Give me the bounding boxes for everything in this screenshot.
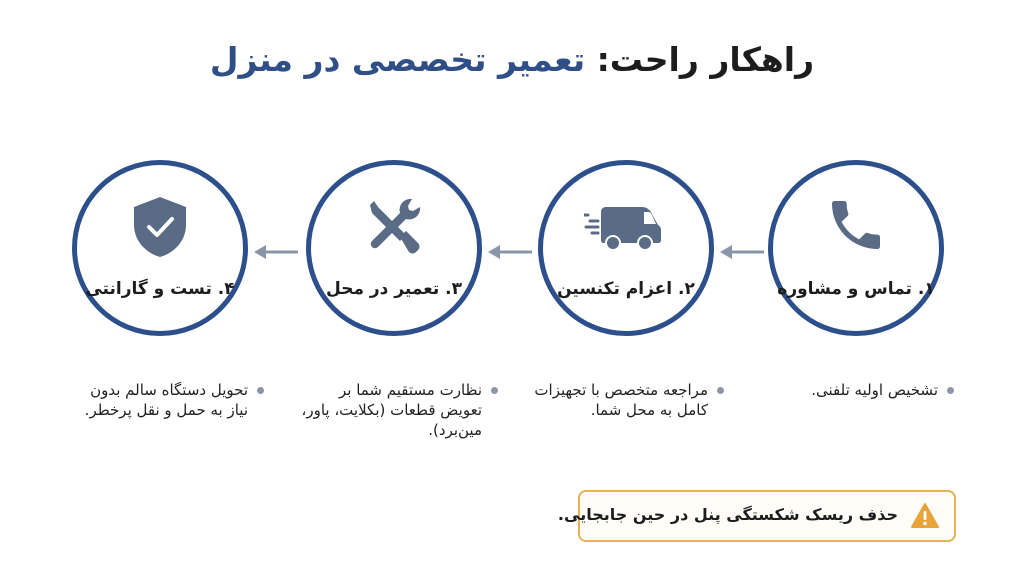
tools-icon — [360, 193, 428, 265]
step-4-circle — [72, 160, 248, 336]
step-4-description — [66, 380, 266, 420]
step-2-description — [526, 380, 726, 420]
step-1-description — [756, 380, 956, 400]
step-1-label: ۱. تماس و مشاوره — [777, 279, 935, 299]
phone-icon — [824, 193, 888, 261]
step-1-circle — [768, 160, 944, 336]
step-1-description-text: تشخیص اولیه تلفنی. — [811, 381, 938, 399]
step-4-description-text: تحویل دستگاه سالم بدون نیاز به حمل و نقل پرخطر. — [84, 381, 248, 419]
title-main: راهکار راحت: — [596, 40, 815, 79]
step-2-circle — [538, 160, 714, 336]
flow-arrow-2 — [486, 242, 536, 262]
warning-callout — [557, 490, 956, 542]
step-2-label: ۲. اعزام تکنسین — [557, 279, 695, 299]
warning-text: حذف ریسک شکستگی پنل در حین جابجایی. — [557, 505, 898, 524]
warning-triangle-icon — [910, 502, 940, 534]
bullet-dot — [257, 387, 264, 394]
title-accent: تعمیر تخصصی در منزل — [209, 40, 586, 79]
step-3-circle — [306, 160, 482, 336]
step-2-description-text: مراجعه متخصص با تجهیزات کامل به محل شما. — [534, 381, 708, 419]
bullet-dot — [717, 387, 724, 394]
bullet-dot — [947, 387, 954, 394]
step-3-description — [300, 380, 500, 440]
bullet-dot — [491, 387, 498, 394]
step-3-description-text: نظارت مستقیم شما بر تعویض قطعات (بکلایت، پاور، مین‌برد). — [301, 381, 482, 439]
shield-check-icon — [128, 193, 192, 265]
flow-arrow-3 — [252, 242, 302, 262]
step-4-label: ۴. تست و گارانتی — [85, 279, 235, 299]
flow-arrow-1 — [718, 242, 768, 262]
van-icon — [584, 193, 668, 261]
step-3-label: ۳. تعمیر در محل — [326, 279, 462, 299]
page-title — [0, 40, 1024, 79]
